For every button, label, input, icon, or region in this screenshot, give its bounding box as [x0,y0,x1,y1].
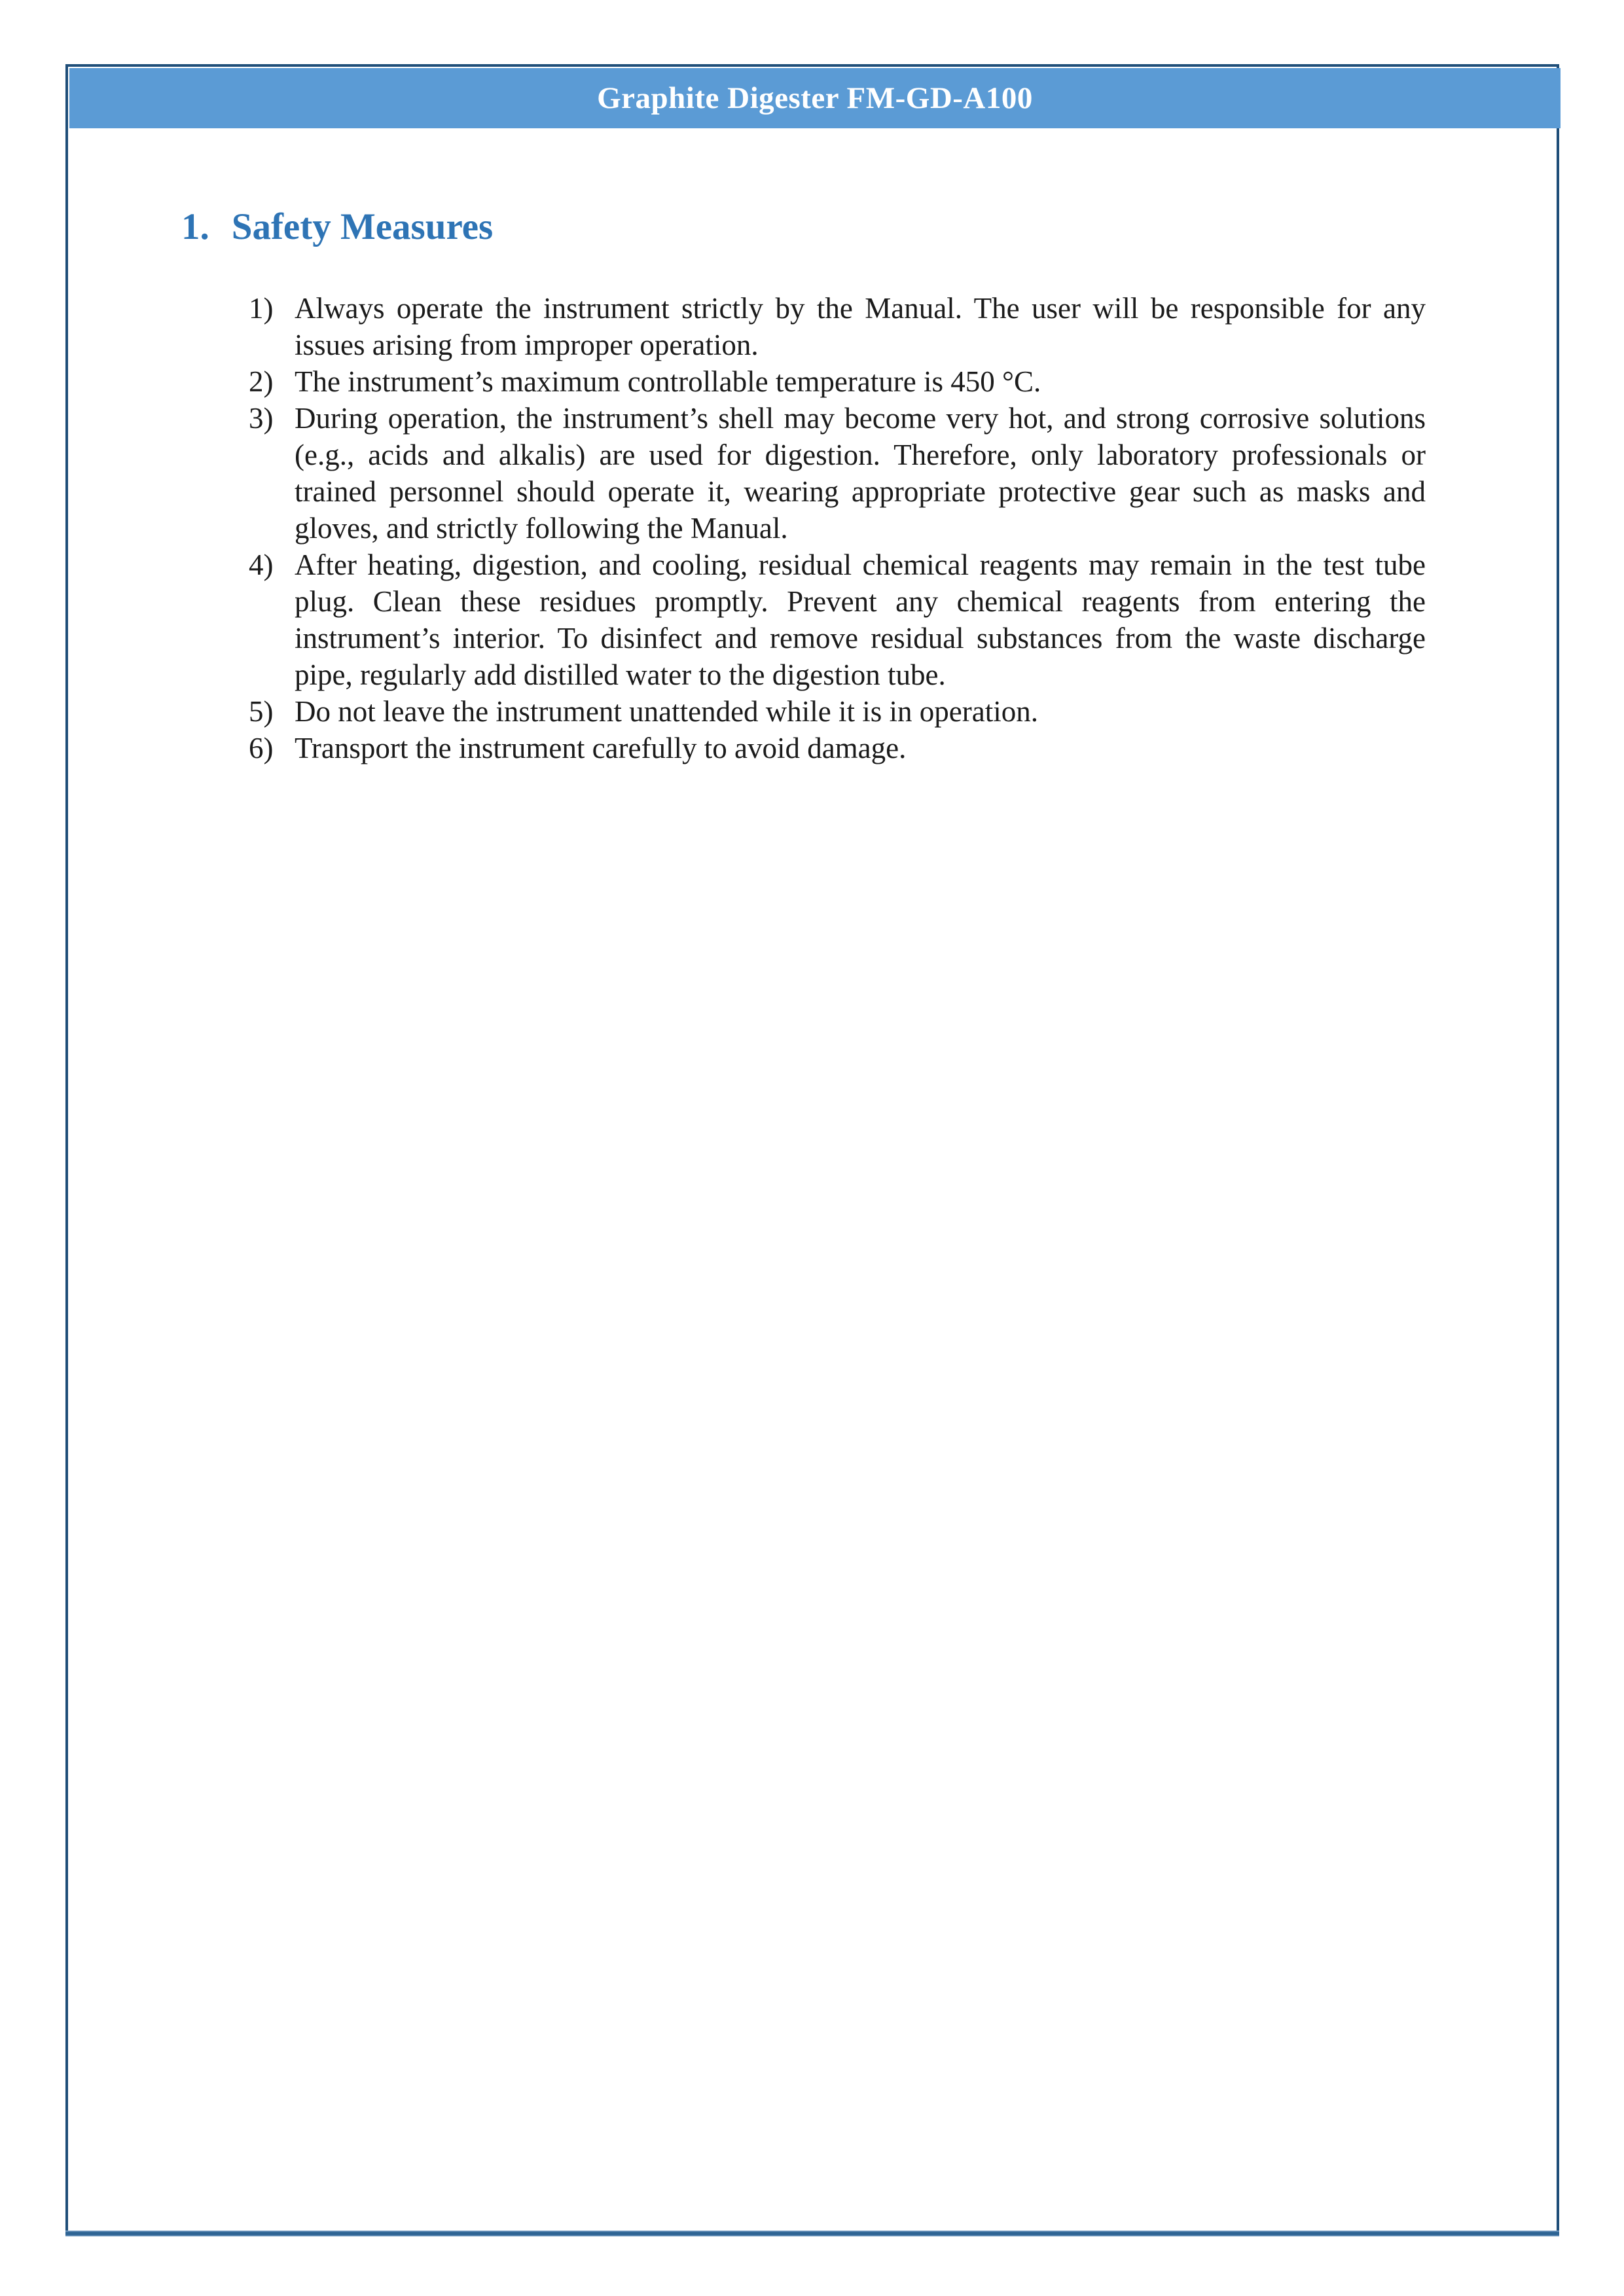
list-item [249,363,1426,400]
list-item [249,290,1426,363]
list-item-number: 6) [249,732,274,764]
page-frame-bottom-rule [65,2231,1559,2236]
list-item-text: Do not leave the instrument unattended while it is in operation. [295,695,1038,728]
document-title: Graphite Digester FM-GD-A100 [597,81,1033,115]
list-item [249,693,1426,730]
section-heading-number: 1. [181,206,209,247]
list-item-number: 1) [249,292,274,325]
page-frame [65,64,1559,2231]
list-item-text: Transport the instrument carefully to avoid damage. [295,732,907,764]
list-item-number: 2) [249,365,274,398]
list-item-text: The instrument’s maximum controllable temperature is 450 °C. [295,365,1041,398]
list-item [249,547,1426,693]
section-heading-title: Safety Measures [231,206,494,247]
list-item-text: After heating, digestion, and cooling, residual chemical reagents may remain in the test tube plug. Clean these residues promptly. Prevent any chemical reagents from entering the instrument’s interior. To disinfect and remove residual substances from the waste discharge pipe, regularly add distilled water to the digestion tube. [295,548,1426,691]
list-item-text: During operation, the instrument’s shell may become very hot, and strong corrosive solutions (e.g., acids and alkalis) are used for digestion. Therefore, only laboratory professionals or trained personnel should operate it, wearing appropriate protective gear such as masks and gloves, and strictly following the Manual. [295,402,1426,545]
list-item [249,730,1426,766]
page-content [68,67,1557,766]
list-item-text: Always operate the instrument strictly by the Manual. The user will be responsible for any issues arising from improper operation. [295,292,1426,361]
safety-measures-list [181,290,1426,766]
section-heading [181,205,1426,249]
list-item-number: 4) [249,548,274,581]
list-item [249,400,1426,547]
list-item-number: 5) [249,695,274,728]
list-item-number: 3) [249,402,274,435]
